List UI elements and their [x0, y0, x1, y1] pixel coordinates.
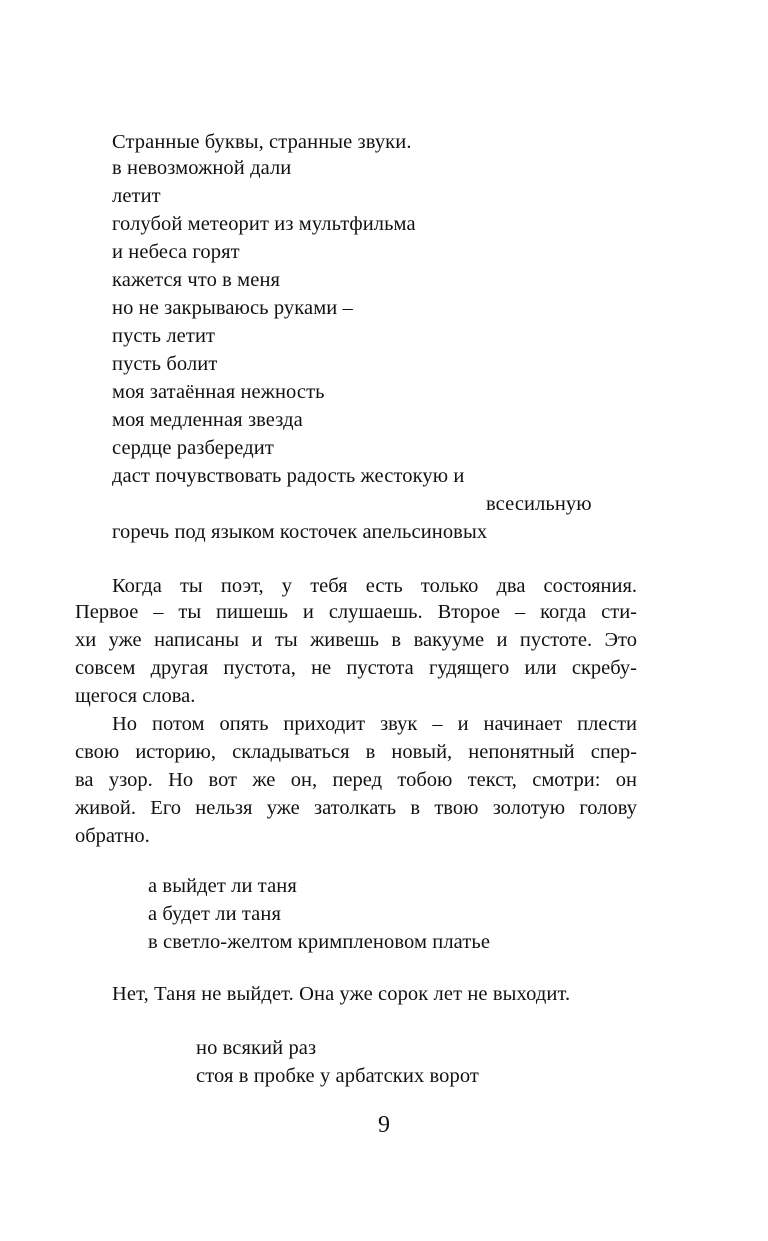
poem-line: и небеса горят: [112, 241, 240, 263]
poem-line: моя затаённая нежность: [112, 381, 325, 403]
prose-line: щегося слова.: [75, 685, 196, 707]
poem-line: моя медленная звезда: [112, 409, 303, 431]
prose-line: свою историю, складываться в новый, непонятный спер-: [75, 741, 637, 763]
poem-line: сердце разбередит: [112, 437, 274, 459]
prose-line: хи уже написаны и ты живешь в вакууме и пустоте. Это: [75, 629, 637, 651]
prose-line: Когда ты поэт, у тебя есть только два состояния.: [112, 575, 637, 597]
page-number: 9: [378, 1112, 390, 1138]
poem-line: в невозможной дали: [112, 157, 292, 179]
poem-line: горечь под языком косточек апельсиновых: [112, 521, 488, 543]
poem-line: но всякий раз: [196, 1037, 317, 1059]
poem-line: голубой метеорит из мультфильма: [112, 213, 416, 235]
poem-line: стоя в пробке у арбатских ворот: [196, 1065, 479, 1087]
poem-line: а будет ли таня: [148, 903, 281, 925]
poem-line: а выйдет ли таня: [148, 875, 297, 897]
poem-line: кажется что в меня: [112, 269, 281, 291]
prose-line: Нет, Таня не выйдет. Она уже сорок лет не выходит.: [112, 983, 571, 1005]
poem-line: пусть болит: [112, 353, 218, 375]
prose-line: живой. Его нельзя уже затолкать в твою золотую голову: [75, 797, 637, 819]
prose-line: Первое – ты пишешь и слушаешь. Второе – когда сти-: [75, 601, 637, 623]
poem-line: в светло-желтом кримпленовом платье: [148, 931, 491, 953]
prose-line: ва узор. Но вот же он, перед тобою текст, смотри: он: [75, 769, 637, 791]
poem-line: Странные буквы, странные звуки.: [112, 131, 412, 153]
poem-line: пусть летит: [112, 325, 216, 347]
prose-line: совсем другая пустота, не пустота гудящего или скребу-: [75, 657, 637, 679]
poem-line: но не закрываюсь руками –: [112, 297, 353, 319]
poem-line: даст почувствовать радость жестокую и: [112, 465, 465, 487]
poem-line: летит: [112, 185, 161, 207]
poem-line-indented: всесильную: [486, 493, 592, 515]
prose-line: Но потом опять приходит звук – и начинает плести: [112, 713, 637, 735]
prose-line: обратно.: [75, 825, 150, 847]
